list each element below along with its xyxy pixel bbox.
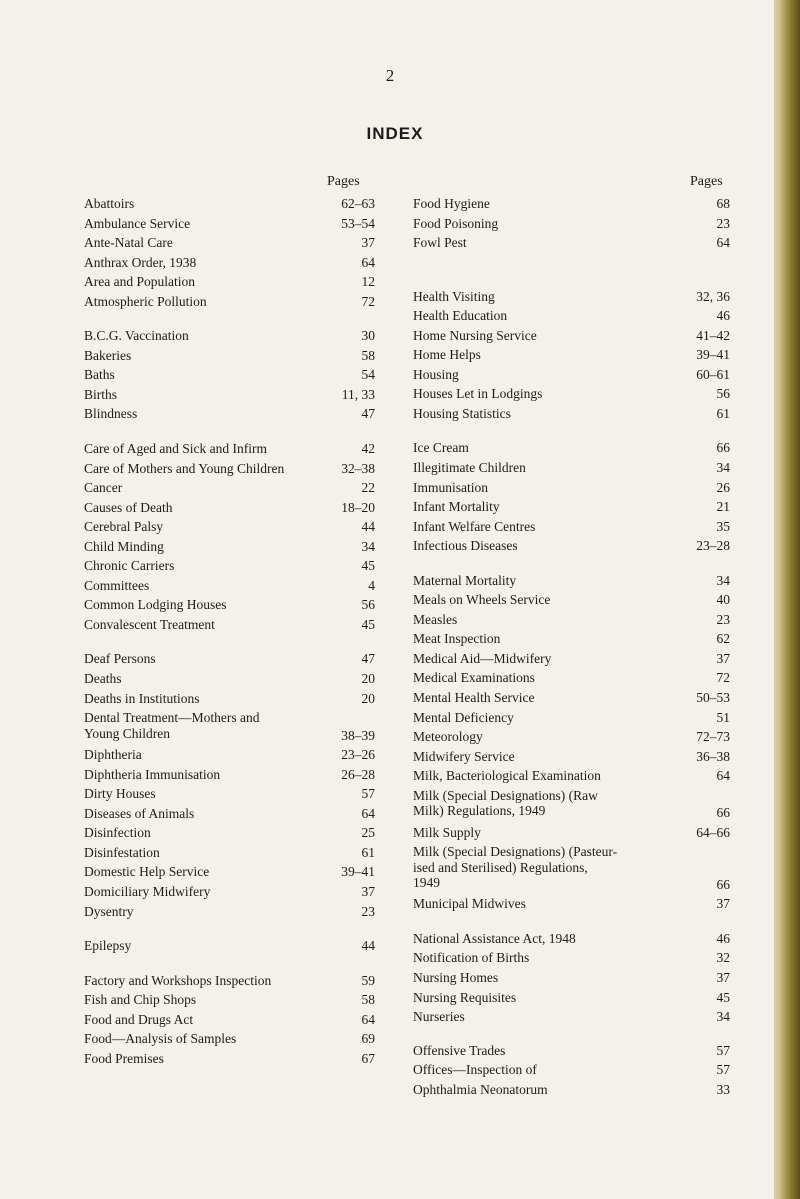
entry-label: Ambulance Service bbox=[84, 215, 191, 231]
index-entry bbox=[413, 214, 730, 234]
entry-label-line: Dental Treatment—Mothers and bbox=[84, 710, 260, 726]
entry-pages: 37 bbox=[716, 896, 730, 912]
entry-label: Domestic Help Service bbox=[84, 864, 210, 880]
entry-label: Home Helps bbox=[413, 347, 481, 363]
index-entry bbox=[413, 233, 730, 253]
entry-pages: 21 bbox=[716, 499, 730, 515]
entry-pages: 35 bbox=[716, 518, 730, 534]
entry-pages: 37 bbox=[361, 235, 375, 251]
entry-label: Nursing Homes bbox=[413, 969, 499, 985]
entry-label: Offices—Inspection of bbox=[413, 1062, 537, 1078]
index-entry bbox=[84, 990, 375, 1010]
entry-label: Fish and Chip Shops bbox=[84, 992, 197, 1008]
entry-pages: 50–53 bbox=[696, 690, 730, 706]
index-entry bbox=[84, 253, 375, 273]
entry-pages: 25 bbox=[361, 825, 375, 841]
entry-pages: 47 bbox=[361, 651, 375, 667]
entry-pages: 60–61 bbox=[696, 366, 730, 382]
index-entry bbox=[84, 1049, 375, 1069]
entry-pages: 23–26 bbox=[341, 747, 375, 763]
index-entry bbox=[413, 929, 730, 949]
index-entry bbox=[84, 669, 375, 689]
index-entry bbox=[84, 498, 375, 518]
entry-label: Diphtheria bbox=[84, 747, 142, 763]
entry-pages: 20 bbox=[361, 671, 375, 687]
index-entry bbox=[84, 385, 375, 405]
entry-pages: 72 bbox=[716, 670, 730, 686]
entry-pages: 61 bbox=[361, 844, 375, 860]
index-entry bbox=[413, 345, 730, 365]
index-entry bbox=[413, 988, 730, 1008]
index-entry bbox=[413, 747, 730, 767]
index-entry bbox=[413, 306, 730, 326]
index-entry bbox=[413, 590, 730, 610]
entry-pages: 42 bbox=[361, 441, 375, 457]
entry-pages: 66 bbox=[716, 876, 730, 892]
entry-label: Measles bbox=[413, 611, 458, 627]
index-entry bbox=[413, 708, 730, 728]
entry-pages: 23 bbox=[361, 903, 375, 919]
index-entry bbox=[84, 346, 375, 366]
entry-label: Food and Drugs Act bbox=[84, 1011, 194, 1027]
index-entry bbox=[413, 438, 730, 458]
entry-pages: 46 bbox=[716, 308, 730, 324]
index-entry bbox=[84, 862, 375, 882]
entry-label: Deaths in Institutions bbox=[84, 690, 200, 706]
index-entry bbox=[84, 745, 375, 765]
entry-pages: 64 bbox=[716, 768, 730, 784]
entry-label: Houses Let in Lodgings bbox=[413, 386, 543, 402]
entry-pages: 45 bbox=[361, 616, 375, 632]
entry-label bbox=[413, 844, 617, 891]
entry-pages: 72 bbox=[361, 293, 375, 309]
index-entry bbox=[413, 384, 730, 404]
index-entry bbox=[84, 365, 375, 385]
index-entry bbox=[413, 365, 730, 385]
entry-pages: 45 bbox=[361, 558, 375, 574]
entry-pages: 72–73 bbox=[696, 729, 730, 745]
entry-pages: 37 bbox=[716, 650, 730, 666]
entry-label: Factory and Workshops Inspection bbox=[84, 972, 272, 988]
index-entry bbox=[84, 971, 375, 991]
entry-pages: 47 bbox=[361, 406, 375, 422]
index-entry bbox=[84, 233, 375, 253]
entry-label: Meteorology bbox=[413, 729, 483, 745]
index-entry bbox=[84, 615, 375, 635]
index-entry bbox=[84, 936, 375, 956]
entry-pages: 62 bbox=[716, 631, 730, 647]
index-entry bbox=[413, 497, 730, 517]
index-entry bbox=[84, 478, 375, 498]
entry-label bbox=[413, 788, 598, 819]
entry-pages: 26–28 bbox=[341, 766, 375, 782]
entry-label: Notification of Births bbox=[413, 950, 530, 966]
entry-label: Ante-Natal Care bbox=[84, 235, 173, 251]
entry-label: Ophthalmia Neonatorum bbox=[413, 1081, 548, 1097]
entry-label: Cancer bbox=[84, 480, 123, 496]
entry-label: Nurseries bbox=[413, 1009, 465, 1025]
entry-label-line: ised and Sterilised) Regulations, bbox=[413, 859, 588, 875]
entry-label: Meals on Wheels Service bbox=[413, 592, 551, 608]
index-entry bbox=[413, 1080, 730, 1100]
entry-label: Infant Mortality bbox=[413, 499, 500, 515]
entry-label: Offensive Trades bbox=[413, 1042, 506, 1058]
entry-pages: 34 bbox=[716, 460, 730, 476]
entry-pages: 34 bbox=[361, 538, 375, 554]
entry-label: Deaf Persons bbox=[84, 651, 156, 667]
entry-label: Dysentry bbox=[84, 903, 134, 919]
index-title: INDEX bbox=[366, 124, 424, 143]
entry-pages: 18–20 bbox=[341, 499, 375, 515]
entry-pages: 32–38 bbox=[341, 460, 375, 476]
entry-label: Convalescent Treatment bbox=[84, 616, 215, 632]
entry-label: Infectious Diseases bbox=[413, 538, 518, 554]
entry-label: Epilepsy bbox=[84, 938, 132, 954]
index-entry bbox=[413, 326, 730, 346]
entry-label-line: Milk (Special Designations) (Pasteur- bbox=[413, 844, 618, 860]
index-entry bbox=[84, 214, 375, 234]
entry-label: Infant Welfare Centres bbox=[413, 518, 536, 534]
entry-pages: 56 bbox=[361, 597, 375, 613]
entry-pages: 61 bbox=[716, 405, 730, 421]
index-entry bbox=[413, 894, 730, 914]
index-entry bbox=[84, 517, 375, 537]
entry-label: Disinfestation bbox=[84, 844, 160, 860]
index-entry bbox=[413, 842, 730, 894]
entry-label: Health Visiting bbox=[413, 288, 495, 304]
entry-label: Area and Population bbox=[84, 274, 195, 290]
entry-pages: 40 bbox=[716, 592, 730, 608]
entry-pages: 37 bbox=[716, 969, 730, 985]
entry-pages: 64 bbox=[361, 254, 375, 270]
entry-label: Domiciliary Midwifery bbox=[84, 883, 211, 899]
index-entry bbox=[84, 292, 375, 312]
entry-pages: 53–54 bbox=[341, 215, 375, 231]
entry-label: Mental Deficiency bbox=[413, 709, 514, 725]
index-entry bbox=[84, 537, 375, 557]
entry-pages: 64–66 bbox=[696, 824, 730, 840]
index-entry bbox=[413, 610, 730, 630]
index-entry bbox=[84, 326, 375, 346]
entry-pages: 57 bbox=[361, 786, 375, 802]
entry-label: Maternal Mortality bbox=[413, 572, 517, 588]
entry-label: Mental Health Service bbox=[413, 690, 535, 706]
entry-label: Disinfection bbox=[84, 825, 151, 841]
entry-pages: 57 bbox=[716, 1042, 730, 1058]
index-entry bbox=[84, 459, 375, 479]
entry-pages: 66 bbox=[716, 805, 730, 821]
entry-pages: 57 bbox=[716, 1062, 730, 1078]
index-entry bbox=[413, 536, 730, 556]
pages-header-left: Pages bbox=[327, 174, 360, 189]
entry-label: Fowl Pest bbox=[413, 235, 467, 251]
index-entry bbox=[413, 1007, 730, 1027]
index-entry bbox=[413, 517, 730, 537]
index-entry bbox=[84, 843, 375, 863]
index-entry bbox=[413, 194, 730, 214]
entry-pages: 36–38 bbox=[696, 748, 730, 764]
entry-pages: 11, 33 bbox=[341, 386, 375, 402]
entry-pages: 44 bbox=[361, 938, 375, 954]
index-entry bbox=[413, 1041, 730, 1061]
entry-label: Care of Aged and Sick and Infirm bbox=[84, 441, 267, 457]
index-entry bbox=[413, 688, 730, 708]
entry-label: Ice Cream bbox=[413, 440, 469, 456]
entry-label: Milk, Bacteriological Examination bbox=[413, 768, 601, 784]
entry-label: Committees bbox=[84, 577, 150, 593]
entry-pages: 38–39 bbox=[341, 727, 375, 743]
index-entry bbox=[84, 1029, 375, 1049]
entry-label: Health Education bbox=[413, 308, 508, 324]
index-entry bbox=[84, 404, 375, 424]
entry-label: Midwifery Service bbox=[413, 748, 515, 764]
entry-label: Meat Inspection bbox=[413, 631, 501, 647]
entry-label: Food Poisoning bbox=[413, 215, 499, 231]
entry-pages: 64 bbox=[716, 235, 730, 251]
entry-pages: 12 bbox=[361, 274, 375, 290]
index-entry bbox=[84, 882, 375, 902]
entry-label: Abattoirs bbox=[84, 196, 135, 211]
index-entry bbox=[413, 571, 730, 591]
index-entry bbox=[413, 404, 730, 424]
entry-label: Cerebral Palsy bbox=[84, 519, 164, 535]
entry-pages: 54 bbox=[361, 367, 375, 383]
entry-pages: 56 bbox=[716, 386, 730, 402]
page-binding-edge-inner bbox=[774, 0, 780, 1199]
entry-label-line: Young Children bbox=[84, 725, 171, 741]
left-index-column bbox=[84, 194, 375, 1068]
entry-pages: 26 bbox=[716, 479, 730, 495]
entry-label: Atmospheric Pollution bbox=[84, 293, 207, 309]
entry-label: Diphtheria Immunisation bbox=[84, 766, 221, 782]
index-entry bbox=[84, 649, 375, 669]
entry-label: Immunisation bbox=[413, 479, 488, 495]
entry-label: Medical Examinations bbox=[413, 670, 535, 686]
entry-pages: 34 bbox=[716, 1009, 730, 1025]
entry-pages: 32 bbox=[716, 950, 730, 966]
entry-label: Diseases of Animals bbox=[84, 805, 195, 821]
index-entry bbox=[413, 668, 730, 688]
entry-label: Chronic Carriers bbox=[84, 558, 175, 574]
entry-label: Nursing Requisites bbox=[413, 989, 517, 1005]
index-entry bbox=[84, 576, 375, 596]
entry-label: Medical Aid—Midwifery bbox=[413, 650, 552, 666]
index-entry bbox=[413, 649, 730, 669]
page-number: 2 bbox=[385, 66, 395, 85]
entry-pages: 59 bbox=[361, 972, 375, 988]
entry-label-line: Milk) Regulations, 1949 bbox=[413, 803, 546, 819]
entry-label: Bakeries bbox=[84, 347, 132, 363]
entry-label: Home Nursing Service bbox=[413, 327, 537, 343]
index-entry bbox=[84, 902, 375, 922]
entry-pages: 66 bbox=[716, 440, 730, 456]
entry-label: Housing bbox=[413, 366, 459, 382]
entry-pages: 58 bbox=[361, 992, 375, 1008]
index-entry bbox=[84, 1010, 375, 1030]
entry-pages: 23 bbox=[716, 611, 730, 627]
entry-label: Milk Supply bbox=[413, 824, 481, 840]
entry-label: Blindness bbox=[84, 406, 138, 422]
index-entry bbox=[84, 439, 375, 459]
index-entry bbox=[413, 287, 730, 307]
index-entry bbox=[413, 478, 730, 498]
entry-label: Child Minding bbox=[84, 538, 164, 554]
index-entry bbox=[413, 948, 730, 968]
index-entry bbox=[413, 629, 730, 649]
index-entry bbox=[413, 968, 730, 988]
entry-label: Deaths bbox=[84, 671, 122, 687]
entry-pages: 64 bbox=[361, 805, 375, 821]
entry-label: Food—Analysis of Samples bbox=[84, 1031, 237, 1047]
entry-label: Food Hygiene bbox=[413, 196, 490, 211]
entry-pages: 62–63 bbox=[341, 196, 375, 211]
entry-pages: 37 bbox=[361, 883, 375, 899]
entry-label: Food Premises bbox=[84, 1050, 164, 1066]
entry-pages: 39–41 bbox=[341, 864, 375, 880]
entry-pages: 41–42 bbox=[696, 327, 730, 343]
index-entry bbox=[413, 1060, 730, 1080]
index-entry bbox=[413, 766, 730, 786]
entry-pages: 39–41 bbox=[696, 347, 730, 363]
index-entry bbox=[84, 784, 375, 804]
entry-label: Illegitimate Children bbox=[413, 460, 526, 476]
index-entry bbox=[84, 765, 375, 785]
entry-label: B.C.G. Vaccination bbox=[84, 328, 189, 344]
entry-pages: 44 bbox=[361, 519, 375, 535]
entry-pages: 30 bbox=[361, 328, 375, 344]
entry-label: National Assistance Act, 1948 bbox=[413, 930, 576, 946]
entry-label-line: Milk (Special Designations) (Raw bbox=[413, 787, 598, 803]
entry-pages: 32, 36 bbox=[696, 288, 730, 304]
index-entry bbox=[84, 689, 375, 709]
entry-label-line: 1949 bbox=[413, 875, 440, 891]
entry-pages: 34 bbox=[716, 572, 730, 588]
entry-pages: 68 bbox=[716, 196, 730, 211]
entry-label: Births bbox=[84, 386, 118, 402]
entry-label: Dirty Houses bbox=[84, 786, 156, 802]
index-entry bbox=[84, 272, 375, 292]
entry-label: Baths bbox=[84, 367, 115, 383]
index-entry bbox=[413, 727, 730, 747]
entry-pages: 69 bbox=[361, 1031, 375, 1047]
entry-pages: 4 bbox=[368, 577, 375, 593]
index-entry bbox=[84, 194, 375, 214]
entry-label: Anthrax Order, 1938 bbox=[84, 254, 197, 270]
index-entry bbox=[84, 804, 375, 824]
entry-pages: 64 bbox=[361, 1011, 375, 1027]
entry-pages: 20 bbox=[361, 690, 375, 706]
entry-pages: 46 bbox=[716, 930, 730, 946]
entry-label bbox=[84, 710, 259, 741]
entry-label: Municipal Midwives bbox=[413, 896, 526, 912]
index-entry bbox=[413, 823, 730, 843]
entry-label: Causes of Death bbox=[84, 499, 173, 515]
index-entry bbox=[84, 823, 375, 843]
entry-pages: 33 bbox=[716, 1081, 730, 1097]
entry-pages: 51 bbox=[716, 709, 730, 725]
entry-pages: 67 bbox=[361, 1050, 375, 1066]
entry-label: Housing Statistics bbox=[413, 405, 511, 421]
entry-label: Care of Mothers and Young Children bbox=[84, 460, 285, 476]
page-binding-edge bbox=[774, 0, 800, 1199]
index-entry bbox=[84, 708, 375, 745]
entry-pages: 45 bbox=[716, 989, 730, 1005]
index-entry bbox=[84, 595, 375, 615]
entry-pages: 58 bbox=[361, 347, 375, 363]
index-entry bbox=[84, 556, 375, 576]
entry-pages: 23–28 bbox=[696, 538, 730, 554]
index-entry bbox=[413, 786, 730, 823]
entry-pages: 23 bbox=[716, 215, 730, 231]
entry-pages: 22 bbox=[361, 480, 375, 496]
entry-label: Common Lodging Houses bbox=[84, 597, 227, 613]
pages-header-right: Pages bbox=[690, 174, 723, 189]
right-index-column bbox=[413, 194, 730, 1099]
index-entry bbox=[413, 458, 730, 478]
